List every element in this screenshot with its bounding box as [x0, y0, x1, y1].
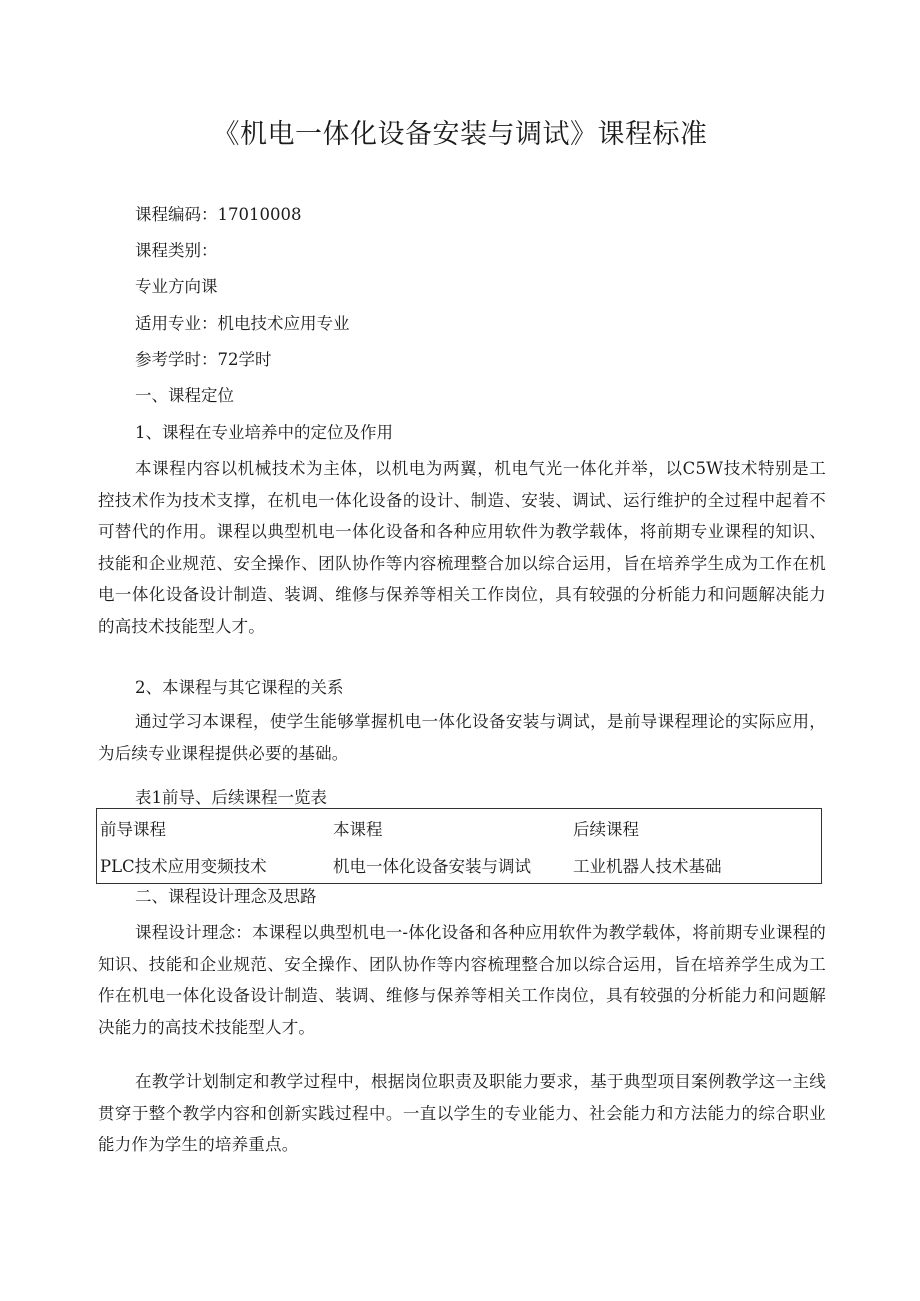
table-row — [97, 846, 822, 884]
section2-para1: 课程设计理念：本课程以典型机电一-体化设备和各种应用软件为教学载体，将前期专业课程的知识、技能和企业规范、安全操作、团队协作等内容梳理整合加以综合运用，旨在培养学生成为工作在机电一体化设备设计制造、装调、维修与保养等相关工作岗位，具有较强的分析能力和问题解决能力的高技术技能型人才。 — [98, 923, 826, 1037]
table-header-cell: 本课程 — [333, 819, 383, 839]
table-header-cell: 前导课程 — [100, 819, 166, 839]
document-title: 《机电一体化设备安装与调试》课程标准 — [212, 119, 708, 150]
applicable-major: 适用专业：机电技术应用专业 — [135, 314, 350, 333]
table-row — [97, 809, 822, 847]
section1-sub1-heading: 1、课程在专业培养中的定位及作用 — [135, 423, 393, 442]
table-header-cell: 后续课程 — [573, 819, 639, 839]
section1-sub2-text: 通过学习本课程，使学生能够掌握机电一体化设备安装与调试，是前导课程理论的实际应用，为后续专业课程提供必要的基础。 — [98, 712, 826, 763]
reference-hours: 参考学时：72学时 — [135, 350, 272, 369]
section1-heading: 一、课程定位 — [135, 386, 234, 405]
course-code: 课程编码：17010008 — [135, 205, 302, 224]
table-cell: 工业机器人技术基础 — [573, 856, 722, 876]
course-category-value: 专业方向课 — [135, 277, 218, 296]
course-category: 课程类别： — [135, 241, 218, 260]
section2-para2: 在教学计划制定和教学过程中，根据岗位职责及职能力要求，基于典型项目案例教学这一主线贯穿于整个教学内容和创新实践过程中。一直以学生的专业能力、社会能力和方法能力的综合职业能力作为学生的培养重点。 — [98, 1072, 826, 1155]
section2-heading: 二、课程设计理念及思路 — [135, 887, 317, 906]
section1-sub1-text: 本课程内容以机械技术为主体，以机电为两翼，机电气光一体化并举，以C5W技术特别是工控技术作为技术支撑，在机电一体化设备的设计、制造、安装、调试、运行维护的全过程中起着不可替代的作用。课程以典型机电一体化设备和各种应用软件为教学载体，将前期专业课程的知识、技能和企业规范、安全操作、团队协作等内容梳理整合加以综合运用，旨在培养学生成为工作在机电一体化设备设计制造、装调、维修与保养等相关工作岗位，具有较强的分析能力和问题解决能力的高技术技能型人才。 — [98, 459, 826, 636]
course-relation-table — [96, 808, 822, 884]
section1-sub2-heading: 2、本课程与其它课程的关系 — [135, 678, 344, 697]
table-cell: 机电一体化设备安装与调试 — [333, 856, 531, 876]
table-cell: PLC技术应用变频技术 — [100, 856, 267, 876]
table-caption: 表1前导、后续课程一览表 — [135, 788, 327, 807]
